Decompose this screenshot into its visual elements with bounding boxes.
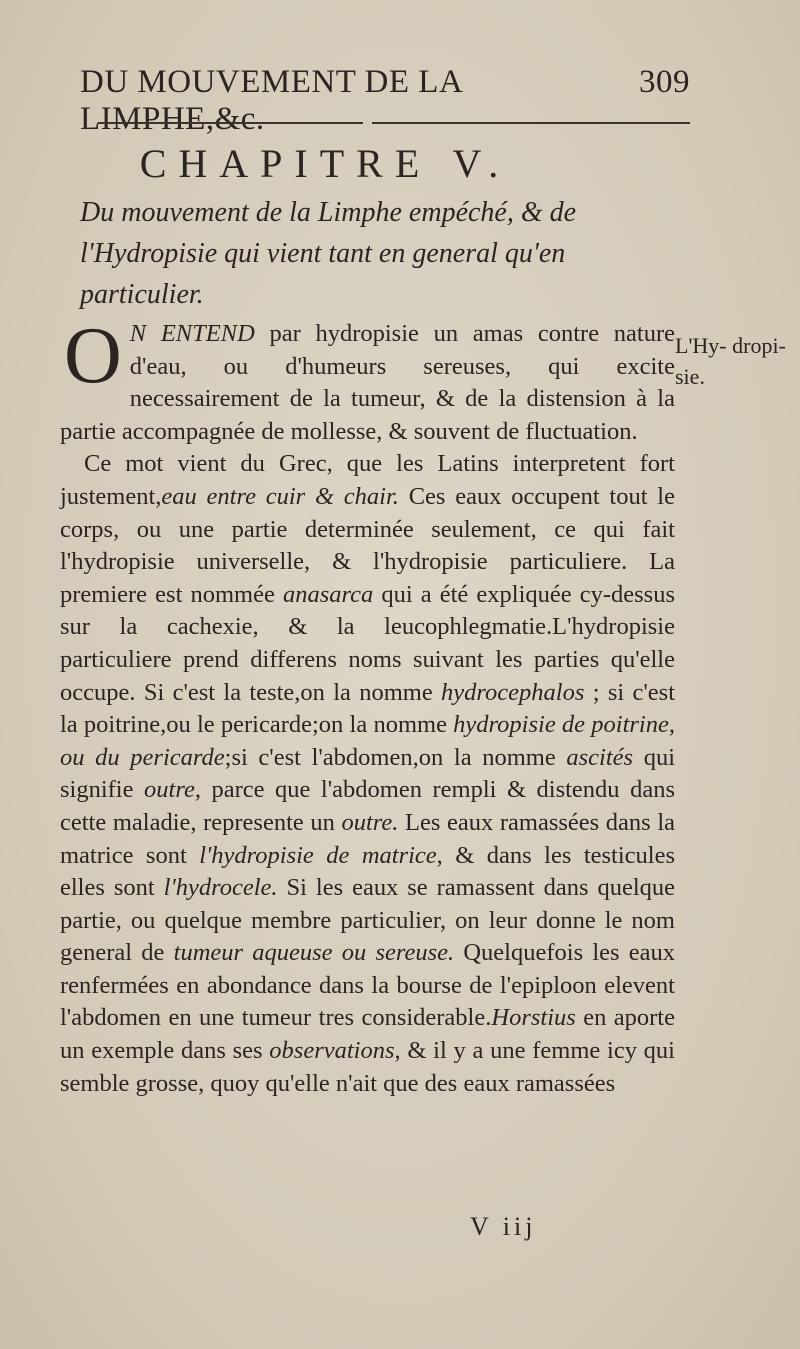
text-run: en aporte un exemple dans ses: [60, 1004, 675, 1065]
paragraph-1: [60, 312, 675, 448]
italic-run: tumeur aqueuse ou sereuse.: [173, 939, 455, 967]
text-run: ;si c'est l'abdomen,on la nomme: [224, 743, 567, 771]
italic-run: observations: [269, 1037, 395, 1065]
text-run: , parce que l'abdomen rempli & distendu dans cette maladie, represente un: [60, 776, 675, 836]
italic-run: hydropisie de poitrine, ou du pericarde: [60, 711, 675, 771]
text-run: Les eaux ramassées dans la matrice sont: [60, 808, 676, 869]
text-run: qui signifie: [60, 743, 676, 804]
italic-run: ascités: [566, 743, 634, 771]
text-run: Ces eaux occupent tout le corps, ou une partie determinée seulement, ce qui fait l'hydropisie universelle, & l'hydropisie particuliere. La premiere est nommée: [60, 482, 675, 608]
drop-cap: O: [64, 312, 122, 400]
text-run: ; si c'est la poitrine,ou le pericarde;on la nomme: [60, 678, 675, 739]
text-run: Si les eaux se ramassent dans quelque partie, ou quelque membre particulier, on leur donne le nom general de: [60, 874, 675, 967]
lead-italic: N ENTEND: [129, 320, 255, 347]
page-number: 309: [639, 64, 690, 100]
margin-note: L'Hy- dropi- sie.: [675, 333, 786, 389]
running-title: DU MOUVEMENT DE LA LIMPHE,&c.: [80, 64, 462, 137]
italic-run: anasarca: [282, 580, 374, 608]
chapter-title: CHAPITRE V.: [139, 141, 511, 186]
text-run: , & il y a une femme icy qui semble grosse, quoy qu'elle n'ait que des eaux ramassées: [60, 1037, 675, 1097]
italic-run: Horstius: [491, 1004, 576, 1032]
text-run: , & dans les testicules elles sont: [60, 841, 675, 902]
italic-run: outre.: [341, 808, 399, 836]
header-rule-right: [372, 122, 690, 124]
italic-run: eau entre cuir & chair.: [161, 482, 399, 510]
header-rule-left: [98, 122, 363, 124]
running-header: [80, 64, 690, 138]
paragraph-1-text: par hydropisie un amas contre nature d'eau, ou d'humeurs sereuses, qui excite necessairement de la tumeur, & de la distension à la partie accompagnée de mollesse, & souvent de fluctuation.: [60, 320, 675, 445]
text-run: qui a été expliquée cy-dessus sur la cachexie, & la leucophlegmatie.L'hydropisie particuliere prend differens noms suivant les parties qu'elle occupe. Si c'est la teste,on la nomme: [60, 580, 676, 706]
italic-run: l'hydropisie de matrice: [199, 841, 437, 869]
italic-run: outre: [144, 776, 195, 804]
paragraph-2: [60, 448, 675, 1100]
text-run: Quelquefois les eaux renfermées en abondance dans la bourse de l'epiploon elevent l'abdomen en une tumeur tres considerable.: [60, 939, 675, 1032]
chapter-subtitle: Du mouvement de la Limphe empéché, & de l'Hydropisie qui vient tant en general qu'en particulier.: [80, 197, 577, 310]
text-run: Ce mot vient du Grec, que les Latins interpretent fort justement,: [60, 450, 675, 510]
body-text: [60, 312, 676, 1100]
signature-mark: V iij: [470, 1212, 537, 1241]
italic-run: l'hydrocele.: [163, 874, 278, 902]
italic-run: hydrocephalos: [441, 678, 585, 706]
